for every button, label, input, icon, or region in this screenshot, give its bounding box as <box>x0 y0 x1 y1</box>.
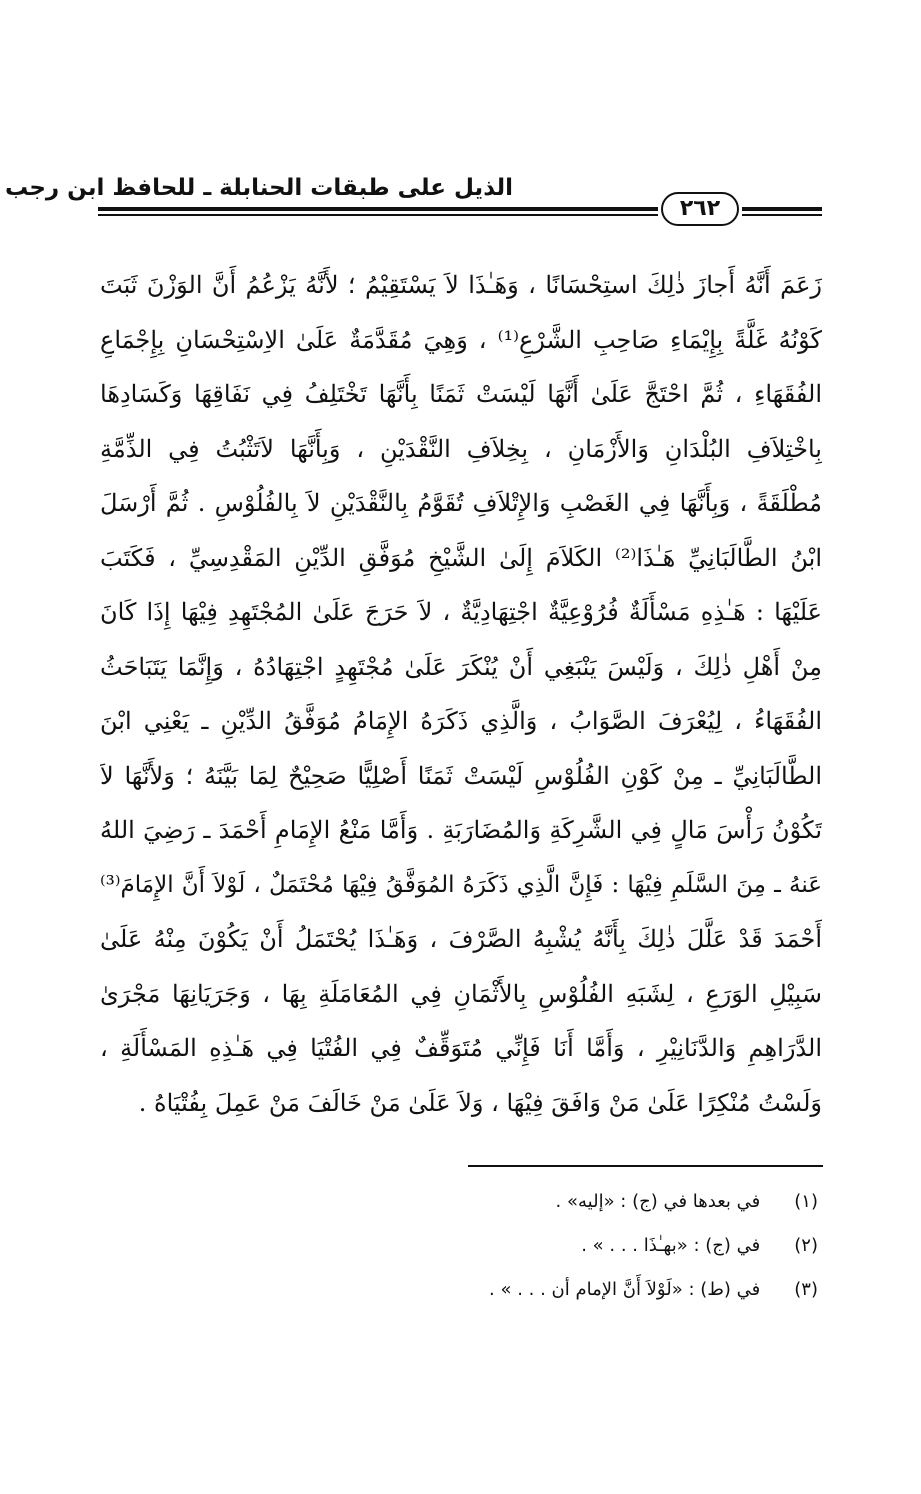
text-line: كَوْنُهُ غَلَّةً بِإِيْمَاءِ صَاحِبِ الشَّرْعِ⁽¹⁾ ، وَهِيَ مُقَدَّمَةٌ عَلَىٰ الاِسْتِحْسَانِ بِإِجْمَاعِ <box>100 325 822 354</box>
text-line: مِنْ أَهْلِ ذٰلِكَ ، وَلَيْسَ يَنْبَغِي أَنْ يُنْكَرَ عَلَىٰ مُجْتَهِدٍ اجْتِهَادُهُ ، وَإِنَّمَا يَتَبَاحَثُ <box>100 652 822 681</box>
footnote <box>300 1268 818 1312</box>
footnote-number: (١) <box>794 1191 818 1212</box>
header-rule-left <box>742 207 822 211</box>
text-line: ابْنُ الطَّالَبَانِيِّ هَـٰذَا⁽²⁾ الكَلاَمَ إِلَىٰ الشَّيْخِ مُوَفَّقِ الدِّيْنِ المَقْدِسِيِّ ، فَكَتَبَ <box>100 543 822 572</box>
footnote-number: (٣) <box>794 1279 818 1300</box>
footnote <box>300 1224 818 1268</box>
text-line: مُطْلَقَةً ، وَبِأَنَّهَا فِي الغَصْبِ وَالإِتْلاَفِ تُقَوَّمُ بِالنَّقْدَيْنِ لاَ بِالفُلُوْسِ . ثُمَّ أَرْسَلَ <box>100 489 822 517</box>
text-line: الفُقَهَاءُ ، لِيُعْرَفَ الصَّوَابُ ، وَالَّذِي ذَكَرَهُ الإِمَامُ مُوَفَّقُ الدِّيْنِ ـ يَعْنِي ابْنَ <box>100 707 822 735</box>
footnote-text: في (ج) : «بهـٰذَا . . . » . <box>581 1235 761 1256</box>
text-line: زَعَمَ أَنَّهُ أَجازَ ذٰلِكَ استِحْسَانًا ، وَهَـٰذَا لاَ يَسْتَقِيْمُ ؛ لأَنَّهُ يَزْعُمُ أَنَّ الوَزْنَ ثَبَتَ <box>100 271 822 299</box>
footnote-number: (٢) <box>794 1235 818 1256</box>
footnote-separator <box>468 1165 823 1167</box>
header-rule-right-thin <box>98 214 658 216</box>
running-title: الذيل على طبقات الحنابلة ـ للحافظ ابن رجب <box>4 175 513 201</box>
footnote-text: في (ط) : «لَوْلاَ أَنَّ الإمام أن . . . » . <box>489 1279 761 1300</box>
header-rule-left-thin <box>742 214 822 216</box>
text-line: الطَّالَبَانِيِّ ـ مِنْ كَوْنِ الفُلُوْسِ لَيْسَتْ ثَمَنًا أَصْلِيًّا صَحِيْحٌ لِمَا بَيَّنَهُ ؛ وَلأَنَّهَا لاَ <box>100 761 822 790</box>
text-line: الدَّرَاهِمِ وَالدَّنَانِيْرِ ، وَأَمَّا أَنَا فَإِنِّي مُتَوَقِّفٌ فِي الفُتْيَا فِي هَـٰذِهِ المَسْأَلَةِ ، <box>100 1034 822 1062</box>
header-rule-right <box>98 207 658 211</box>
text-line: عَلَيْهَا : هَـٰذِهِ مَسْأَلَةٌ فُرُوْعِيَّةٌ اجْتِهَادِيَّةٌ ، لاَ حَرَجَ عَلَىٰ المُجْتَهِدِ فِيْهَا إِذَا كَانَ <box>100 598 822 626</box>
footnote <box>300 1180 818 1224</box>
body-text <box>100 258 822 1130</box>
text-line: الفُقَهَاءِ ، ثُمَّ احْتَجَّ عَلَىٰ أَنَّهَا لَيْسَتْ ثَمَنًا بِأَنَّهَا تَخْتَلِفُ فِي نَفَاقِهَا وَكَسَادِهَا <box>100 380 822 408</box>
text-line: بِاخْتِلاَفِ البُلْدَانِ وَالأَزْمَانِ ، بِخِلاَفِ النَّقْدَيْنِ ، وَبِأَنَّهَا لاَتَثْبُتُ فِي الذِّمَّةِ <box>100 434 822 463</box>
page-number: ٢٦٢ <box>661 192 739 226</box>
text-line: عَنهُ ـ مِنَ السَّلَمِ فِيْهَا : فَإِنَّ الَّذِي ذَكَرَهُ المُوَفَّقُ فِيْهَا مُحْتَمَلٌ ، لَوْلاَ أَنَّ الإِمَامَ⁽³⁾ <box>100 871 822 898</box>
footnotes <box>300 1180 818 1312</box>
text-line: وَلَسْتُ مُنْكِرًا عَلَىٰ مَنْ وَافَقَ فِيْهَا ، وَلاَ عَلَىٰ مَنْ خَالَفَ مَنْ عَمِلَ بِفُتْيَاهُ . <box>138 1088 822 1117</box>
text-line: أَحْمَدَ قَدْ عَلَّلَ ذٰلِكَ بِأَنَّهُ يُشْبِهُ الصَّرْفَ ، وَهَـٰذَا يُحْتَمَلُ أَنْ يَكُوْنَ مِنْهُ عَلَىٰ <box>100 925 822 953</box>
text-line: سَبِيْلِ الوَرَعِ ، لِشَبَهِ الفُلُوْسِ بِالأَثْمَانِ فِي المُعَامَلَةِ بِهَا ، وَجَرَيَانِهَا مَجْرَىٰ <box>100 979 822 1008</box>
footnote-text: في بعدها في (ج) : «إليه» . <box>555 1191 761 1212</box>
text-line: تَكُوْنُ رَأْسَ مَالٍ فِي الشَّرِكَةِ وَالمُضَارَبَةِ . وَأَمَّا مَنْعُ الإِمَامِ أَحْمَدَ ـ رَضِيَ اللهُ <box>100 816 822 844</box>
